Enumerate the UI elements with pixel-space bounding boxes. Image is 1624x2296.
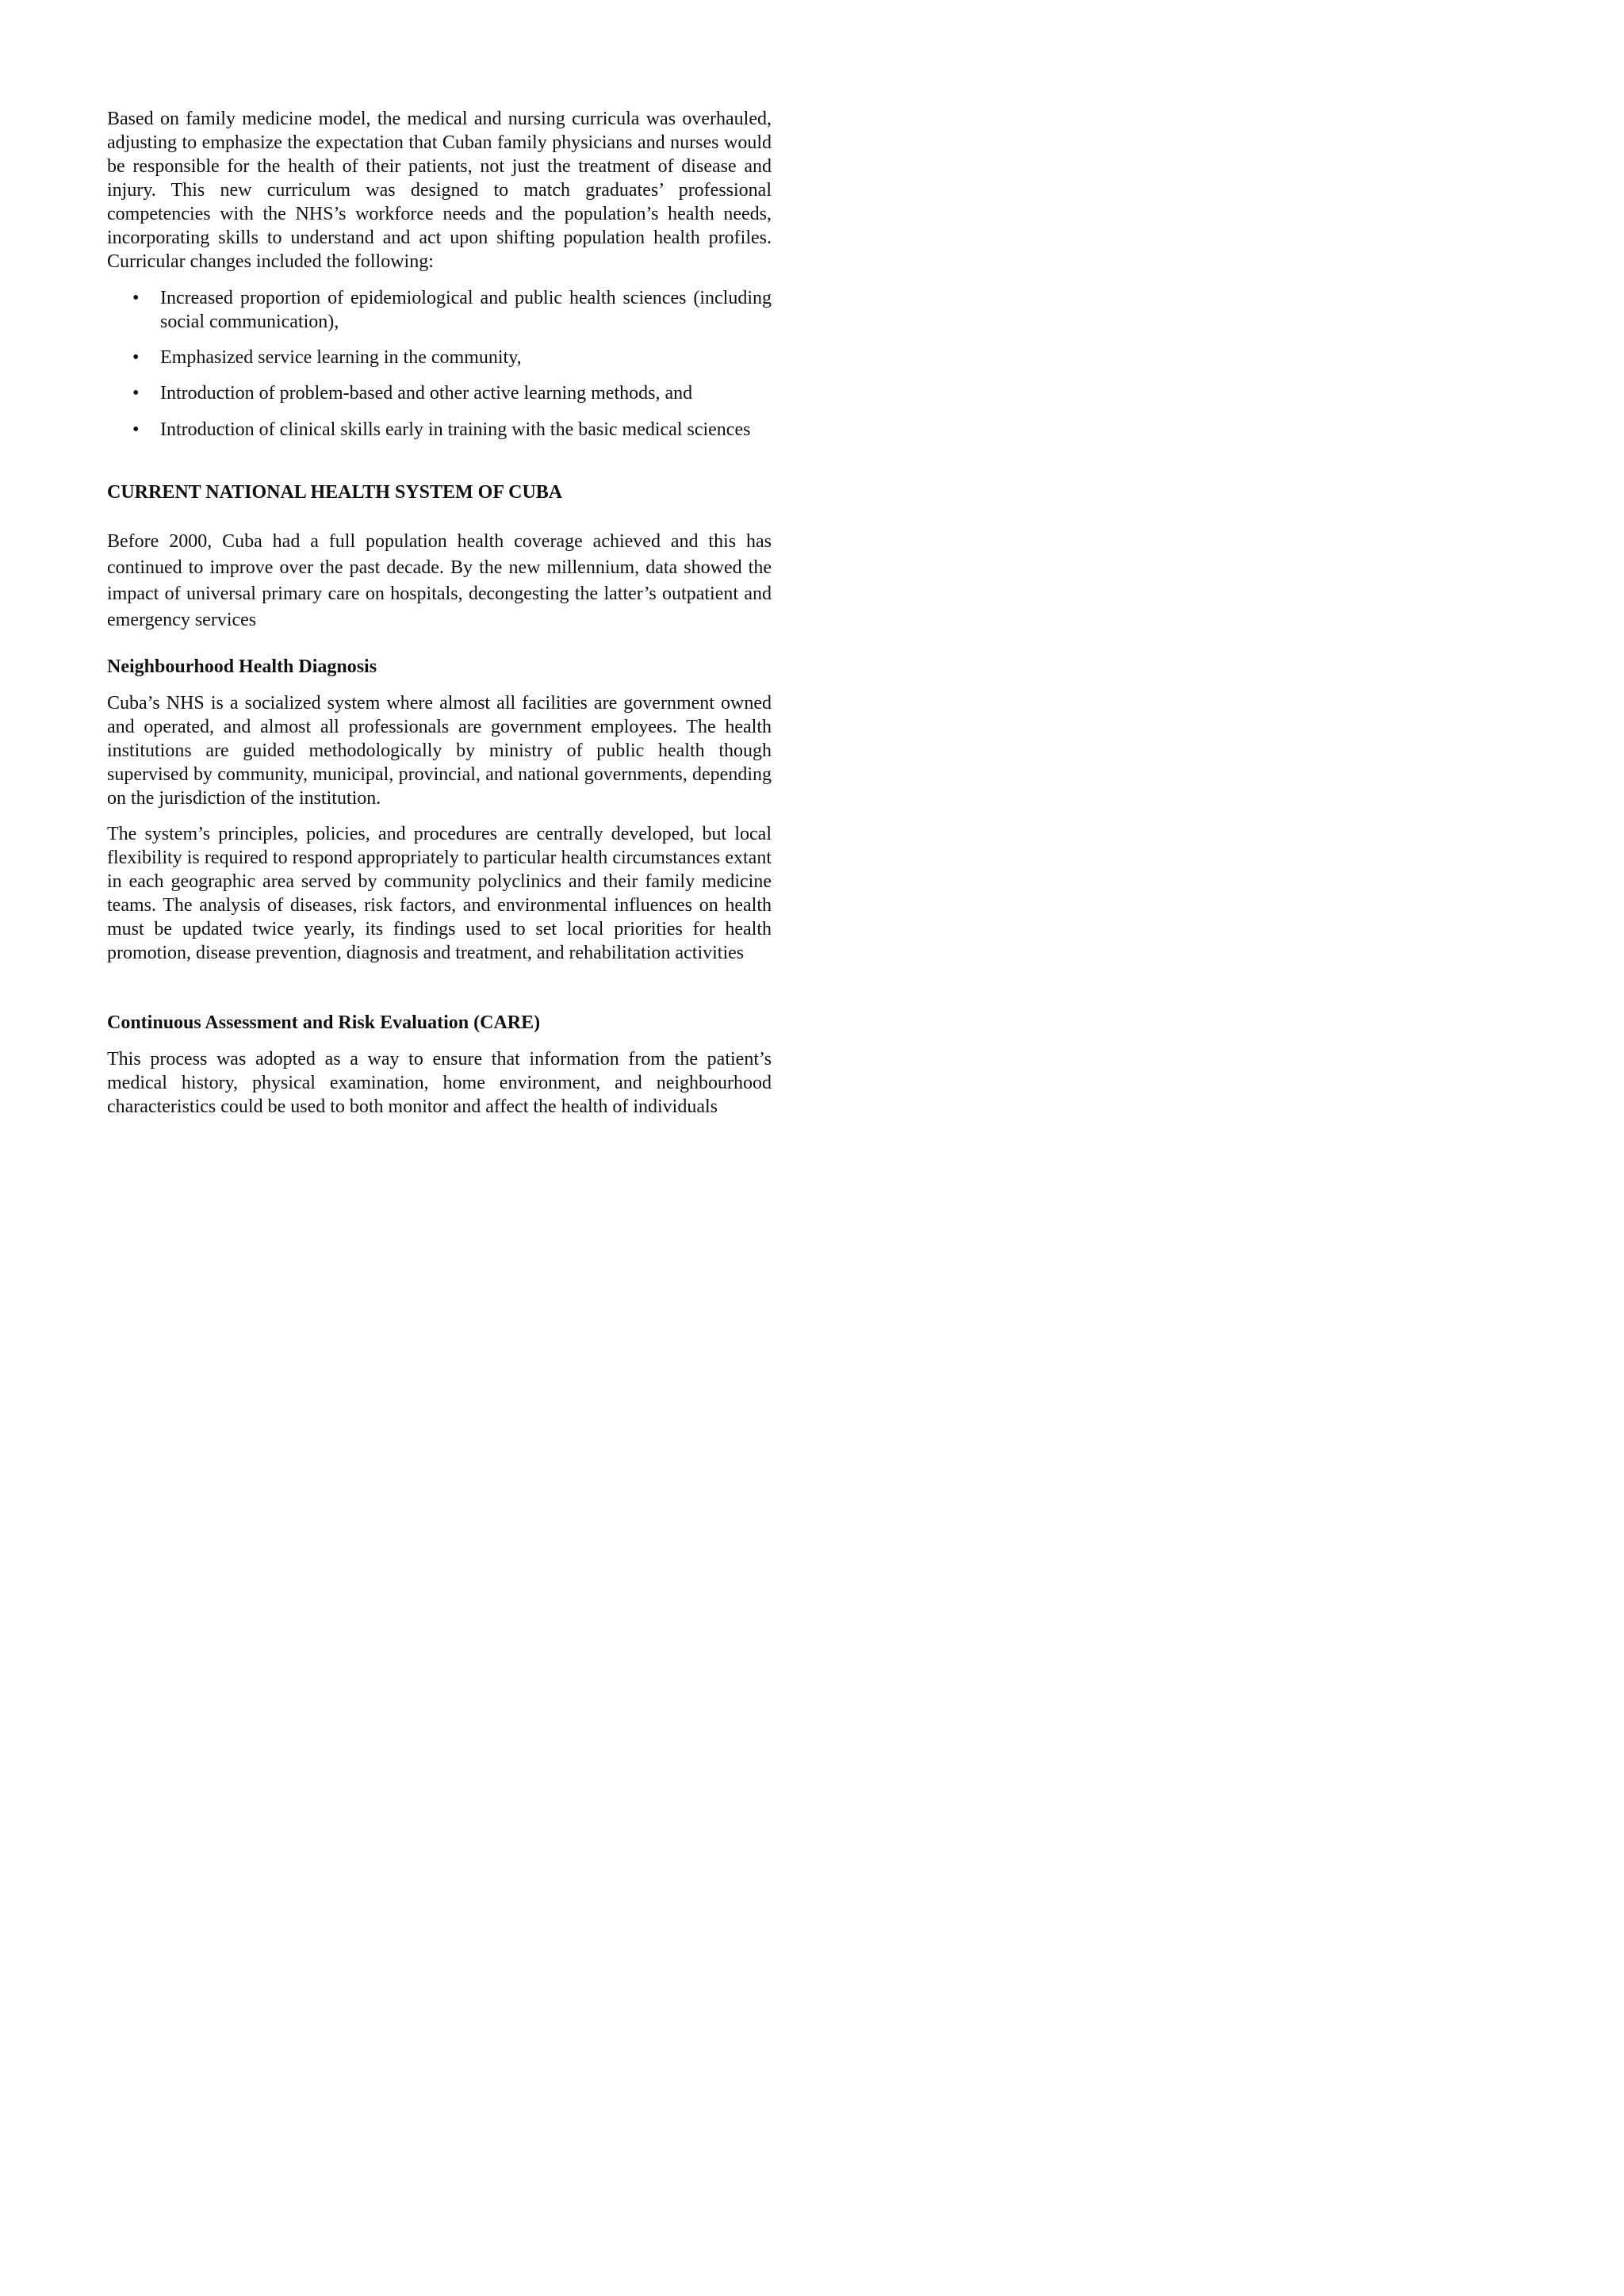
list-item (107, 286, 772, 334)
bullet-icon: • (132, 347, 140, 368)
bullet-icon: • (132, 288, 140, 308)
neighbourhood-paragraph-2: The system’s principles, policies, and procedures are centrally developed, but local flexibility is required to respond appropriately to particular health circumstances extant in each geographic area served by community polyclinics and their family medicine teams. The analysis of diseases, risk factors, and environmental influences on health must be updated twice yearly, its findings used to set local priorities for health promotion, disease prevention, diagnosis and treatment, and rehabilitation activities (107, 824, 772, 963)
bullet-icon: • (132, 419, 140, 440)
bullet-icon: • (132, 383, 140, 404)
intro-paragraph: Based on family medicine model, the medical and nursing curricula was overhauled, adjusting to emphasize the expectation that Cuban family physicians and nurses would be responsible for the health of their patients, not just the treatment of disease and injury. This new curriculum was designed to match graduates’ professional competencies with the NHS’s workforce needs and the population’s health needs, incorporating skills to understand and act upon shifting population health profiles. Curricular changes included the following: (107, 109, 772, 272)
list-item-text: Introduction of problem-based and other active learning methods, and (160, 383, 693, 404)
document-page (0, 0, 872, 1233)
list-item (107, 418, 772, 465)
list-item (107, 346, 772, 369)
section-heading-neighbourhood: Neighbourhood Health Diagnosis (107, 656, 377, 677)
section-heading-care: Continuous Assessment and Risk Evaluation (CARE) (107, 1012, 541, 1033)
neighbourhood-paragraph-1: Cuba’s NHS is a socialized system where almost all facilities are government owned and operated, and almost all professionals are government employees. The health institutions are guided methodologically by ministry of public health though supervised by community, municipal, provincial, and national governments, depending on the jurisdiction of the institution. (107, 693, 772, 809)
list-item-text: Emphasized service learning in the community, (160, 347, 522, 368)
section-heading-current-system: CURRENT NATIONAL HEALTH SYSTEM OF CUBA (107, 482, 563, 503)
curricular-changes-list (107, 286, 772, 469)
list-item-text: Increased proportion of epidemiological and public health sciences (including social communication), (160, 288, 772, 332)
list-item-text: Introduction of clinical skills early in training with the basic medical sciences (160, 419, 751, 440)
current-system-paragraph: Before 2000, Cuba had a full population health coverage achieved and this has continued to improve over the past decade. By the new millennium, data showed the impact of universal primary care on hospitals, decongesting the latter’s outpatient and emergency services (107, 531, 772, 630)
list-item (107, 381, 772, 405)
care-paragraph: This process was adopted as a way to ensure that information from the patient’s medical history, physical examination, home environment, and neighbourhood characteristics could be used to both monitor and affect the health of individuals (107, 1049, 772, 1117)
